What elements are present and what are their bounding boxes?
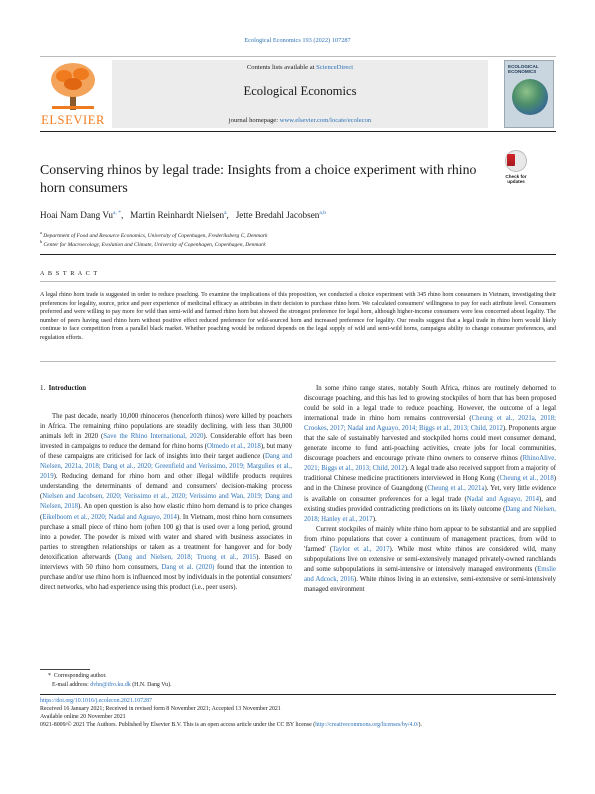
paragraph-text: In some rhino range states, notably South Africa, rhinos are routinely dehorned to discourage poaching, and this has led to growing stockpiles of horn that has been proposed could be sold in a legal trade to reduce poaching. However, the outcome of a legal international trade in rhino horn remains controversial ( — [304, 385, 556, 423]
author-list: Hoai Nam Dang $Vu^{a, *}$, Martin Reinhardt Nielsen$^a$, Jette Bredahl Jacobsen$^{a,b}$ — [40, 210, 326, 221]
divider — [40, 361, 556, 362]
received-line: Received 16 January 2021; Received in revised form 8 November 2021; Accepted 13 November 2021 — [40, 706, 281, 712]
paragraph-text: ). — [372, 515, 377, 523]
left-paragraphs — [40, 412, 292, 593]
author-affiliation-marker[interactable]: a, * — [113, 210, 121, 216]
homepage-line — [112, 117, 488, 124]
bookmark-icon — [507, 154, 515, 166]
paragraph-text: ). In Vietnam, most rhino horn consumers purchase a small piece of rhino horn (often 100 g) that is used over a long period, ground into a powder. The powder is mixed with water and shared with business associates in parties to strengthen relationships or taken as a treatment for hangover and for body detoxification afterwards ( — [40, 513, 292, 561]
contents-prefix: Contents lists available at — [246, 64, 317, 71]
paragraph-text: ), and existing studies provided contradicting predictions on its likely outcome ( — [304, 495, 556, 513]
citation-link[interactable]: RhinoAlive, 2021; Biggs et al., 2013; Child, 2012 — [304, 455, 556, 473]
journal-reference[interactable]: Ecological Economics 193 (2022) 107287 — [244, 37, 351, 44]
elsevier-tree-icon — [46, 60, 100, 112]
author-name[interactable]: Martin Reinhardt Nielsen — [130, 210, 225, 221]
doi-line — [40, 698, 556, 704]
citation-link[interactable]: Dang and Nielsen, 2018; Truong et al., 2015 — [117, 553, 257, 561]
abstract-heading: A B S T R A C T — [40, 270, 99, 277]
paragraph-text: ). White rhinos living in an extensive, semi-extensive or semi-intensively managed environment — [304, 575, 556, 593]
cover-title: ECOLOGICAL ECONOMICS — [508, 64, 539, 74]
email-note: E-mail address: dvhn@ifro.ku.dk (H.N. Dang Vu). — [52, 682, 172, 688]
check-for-updates-button[interactable] — [500, 150, 532, 190]
citation-link[interactable]: Emslie and Adcock, 2016 — [304, 565, 556, 583]
divider — [40, 694, 556, 695]
body-paragraph — [304, 384, 556, 525]
section-number: 1. — [40, 385, 46, 392]
paragraph-text: ). Yet, very little evidence is available on consumer preferences for a legal trade ( — [304, 485, 557, 503]
paragraph-text: ). An open question is also how elastic rhino horn demand is to price changes ( — [40, 503, 292, 521]
journal-cover-image[interactable] — [504, 60, 554, 128]
license-line: 0921-8009/© 2021 The Authors. Published by Elsevier B.V. This is an open access article under the CC BY license (http://creativecommons.org/licenses/by/4.0/). — [40, 722, 422, 728]
body-column-left — [40, 384, 292, 593]
check-updates-label: Check for updates — [505, 174, 527, 184]
body-paragraph — [304, 525, 556, 595]
email-link[interactable]: dvhn@ifro.ku.dk — [90, 682, 131, 688]
author-affiliation-marker[interactable]: a — [224, 210, 227, 216]
divider — [40, 281, 556, 282]
elsevier-logo[interactable] — [40, 60, 106, 128]
author-affiliation-marker[interactable]: a,b — [319, 210, 326, 216]
paragraph-text: found that the intention to purchase and/or use rhino horn is influenced most by individuals in the potential consumers' direct networks, who had experience using this product (i.e., peer users). — [40, 563, 293, 591]
paragraph-text: The past decade, nearly 10,000 rhinoceros (henceforth rhinos) were killed by poachers in Africa. The remaining rhino populations are steadily declining, with less than 30,000 animals left in 2020 ( — [40, 413, 292, 441]
citation-link[interactable]: Dang et al. (2020) — [161, 563, 215, 571]
paragraph-text: ). Considerable effort has been invested in campaigns to reduce the demand for rhino horns ( — [40, 433, 292, 451]
footnote-marker: * — [48, 673, 51, 679]
contents-line — [112, 64, 488, 71]
sciencedirect-link[interactable]: ScienceDirect — [316, 64, 354, 71]
body-column-right — [304, 384, 556, 595]
doi-link[interactable]: https://doi.org/10.1016/j.ecolecon.2021.107287 — [40, 698, 152, 704]
license-link[interactable]: http://creativecommons.org/licenses/by/4.0/ — [315, 722, 419, 728]
citation-link[interactable]: Olmedo et al., 2018 — [206, 443, 261, 451]
journal-title: Ecological Economics — [243, 84, 357, 98]
citation-link[interactable]: Save the Rhino International, 2020 — [103, 433, 204, 441]
citation-link[interactable]: Eikelboom et al., 2020; Nadal and Aguayo, 2014 — [42, 513, 177, 521]
citation-link[interactable]: Nadal and Aguayo, 2014 — [466, 495, 539, 503]
homepage-prefix: journal homepage: — [228, 117, 280, 124]
paragraph-text: ). Reducing demand for rhino horn and other illegal wildlife products requires understanding the determinants of demand and consumers' decision-making process ( — [40, 473, 292, 501]
citation-link[interactable]: Cheung et al., 2021a — [427, 485, 485, 493]
paragraph-text: ). While most white rhinos are considered wild, many subpopulations live on extensive or semi-extensively managed privately-owned ranchlands and some subpopulations in semi-intensive or intensively managed environments ( — [304, 545, 556, 573]
citation-link[interactable]: Dang and Nielsen, 2021a, 2018; Dang et al., 2020; Greenfield and Veríssimo, 2019; Margulies et al., 2019 — [40, 453, 292, 481]
abstract-text: A legal rhino horn trade is suggested in order to reduce poaching. To examine the implications of this proposition, we conducted a choice experiment with 345 rhino horn consumers in Vietnam, investigating their preferences for legality, source, price and peer experience of medicinal efficacy as attributes in their decision to purchase rhino horn. We calculated consumers' willingness to pay for each attribute level. Consumers preferred and were willing to pay more for wild than semi-wild and farmed rhino horn but showed the strongest preference for legal horn, although higher-income consumers were less concerned about legality. The number of peers having used rhino horn without positive effect reduced preference for wild-sourced horn and increased preference for legality. Our results suggest that a legal trade in rhino horn would likely continue to face competition from a parallel black market. Whether poaching would be reduced depends on the legal supply of wild and semi-wild horns, campaigns ability to change consumer preferences, and regulation efforts. — [40, 292, 556, 341]
paragraph-text: Current stockpiles of mainly white rhino horn appear to be substantial and are supplied from rhino populations that cover a continuum of management practices, from wild to 'farmed' ( — [304, 525, 556, 553]
corresponding-author-note: * Corresponding author. — [48, 673, 107, 679]
paragraph-text: ). A legal trade also received support from a majority of traditional Chinese medicine practitioners interviewed in Hong Kong ( — [304, 465, 556, 483]
citation-link[interactable]: Taylor et al., 2017 — [332, 545, 390, 553]
citation-link[interactable]: Cheung et al., 2021a, 2018; Crookes, 2017; Nadal and Aguayo, 2014; Biggs et al., 2013; Child, 2012 — [304, 415, 556, 433]
paragraph-text: ) and in the Chinese province of Guangdong ( — [304, 475, 556, 493]
author-name[interactable]: Hoai Nam Dang Vu — [40, 210, 114, 221]
homepage-link[interactable]: www.elsevier.com/locate/ecolecon — [279, 117, 372, 124]
affiliation: $^b$ Center for Macroecology, Evolution and Climate, University of Copenhagen, Copenhagen, Denmark — [40, 239, 266, 248]
section-heading — [40, 384, 292, 394]
paragraph-text: ), but many of these campaigns are criticised for lack of insights into their target audience ( — [40, 443, 292, 461]
body-paragraph — [40, 412, 292, 593]
author-name[interactable]: Jette Bredahl Jacobsen — [235, 210, 320, 221]
globe-icon — [512, 79, 548, 115]
section-title: Introduction — [48, 385, 87, 392]
citation-link[interactable]: Cheung et al., 2018 — [499, 475, 554, 483]
paper-title: Conserving rhinos by legal trade: Insights from a choice experiment with rhino horn consumers — [40, 162, 477, 195]
right-paragraphs — [304, 384, 556, 595]
divider — [40, 254, 556, 255]
citation-link[interactable]: Nielsen and Jacobsen, 2020; Veríssimo et al., 2020; Veríssimo and Wan, 2019; Dang and Nielsen, 2018 — [40, 493, 292, 511]
paragraph-text: ). Proponents argue that the sale of sustainably harvested and stockpiled horns could meet consumer demand, generate income to fund anti-poaching activities, create jobs for local communities, discourage poachers and encourage private rhino owners to conserve rhinos ( — [304, 425, 556, 463]
affiliation: $^a$ Department of Food and Resource Economics, University of Copenhagen, Frederiksberg C, Denmark — [40, 230, 268, 239]
spacer — [40, 403, 292, 412]
footnote-divider — [40, 669, 90, 670]
available-line: Available online 20 November 2021 — [40, 714, 126, 720]
elsevier-wordmark: ELSEVIER — [41, 113, 105, 127]
paragraph-text: ). Based on interviews with 50 rhino horn consumers, — [40, 553, 293, 571]
citation-link[interactable]: Dang and Nielsen, 2018; Hanley et al., 2017 — [304, 505, 556, 523]
